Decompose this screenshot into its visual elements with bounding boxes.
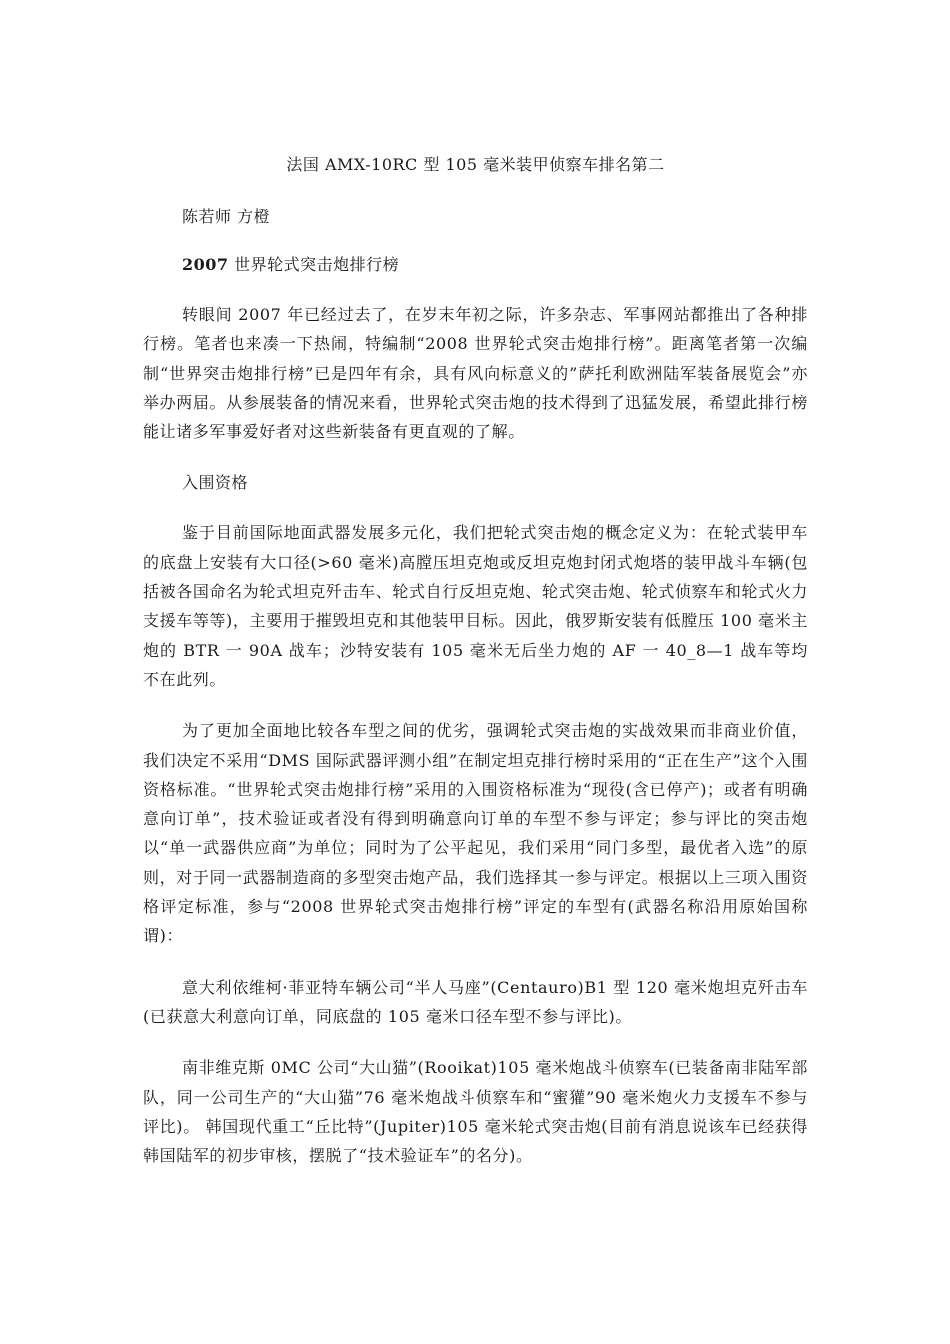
document-title: 法国 AMX-10RC 型 105 毫米装甲侦察车排名第二 [286, 155, 665, 174]
qualification-label: 入围资格 [182, 473, 249, 493]
qualification-paragraph-criteria: 为了更加全面地比较各车型之间的优劣，强调轮式突击炮的实战效果而非商业价值，我们决定不采用“DMS 国际武器评测小组”在制定坦克排行榜时采用的“正在生产”这个入围资格标准。“世界轮式突击炮排行榜”采用的入围资格标准为“现役(含已停产)；或者有明确意向订单”，技术验证或者没有得到明确意向订单的车型不参与评定；参与评比的突击炮以“单一武器供应商”为单位；同时为了公平起见，我们采用“同门多型，最优者入选”的原则，对于同一武器制造商的多型突击炮产品，我们选择其一参与评定。根据以上三项入围资格评定标准，参与“2008 世界轮式突击炮排行榜”评定的车型有(武器名称沿用原始国称谓)： [143, 721, 808, 946]
entry-paragraph-rooikat-jupiter: 南非维克斯 0MC 公司“大山猫”(Rooikat)105 毫米炮战斗侦察车(已装备南非陆军部队，同一公司生产的“大山猫”76 毫米炮战斗侦察车和“蜜獾”90 毫米炮火力支援车不参与评比)。 韩国现代重工“丘比特”(Jupiter)105 毫米轮式突击炮(目前有消息说该车已经获得韩国陆军的初步审核，摆脱了“技术验证车”的名分)。 [143, 1058, 808, 1166]
document-authors: 陈若师 方橙 [182, 207, 271, 226]
section-heading-text: 世界轮式突击炮排行榜 [228, 255, 400, 274]
qualification-paragraph-definition: 鉴于目前国际地面武器发展多元化，我们把轮式突击炮的概念定义为：在轮式装甲车的底盘上安装有大口径(>60 毫米)高膛压坦克炮或反坦克炮封闭式炮塔的装甲战斗车辆(包括被各国命名为轮式坦克歼击车、轮式自行反坦克炮、轮式突击炮、轮式侦察车和轮式火力支援车等等)，主要用于摧毁坦克和其他装甲目标。因此，俄罗斯安装有低膛压 100 毫米主炮的 BTR 一 90A 战车；沙特安装有 105 毫米无后坐力炮的 AF 一 40_8—1 战车等均不在此列。 [143, 523, 808, 689]
document-page [143, 150, 808, 1192]
entry-paragraph-centauro: 意大利依维柯·菲亚特车辆公司“半人马座”(Centauro)B1 型 120 毫米炮坦克歼击车(已获意大利意向订单，同底盘的 105 毫米口径车型不参与评比)。 [143, 977, 808, 1026]
section-heading [143, 250, 808, 280]
intro-paragraph: 转眼间 2007 年已经过去了，在岁末年初之际，许多杂志、军事网站都推出了各种排行榜。笔者也来凑一下热闹，特编制“2008 世界轮式突击炮排行榜”。距离笔者第一次编制“世界突击炮排行榜”已是四年有余，具有风向标意义的”萨托利欧洲陆军装备展览会”亦举办两届。从参展装备的情况来看，世界轮式突击炮的技术得到了迅猛发展，希望此排行榜能让诸多军事爱好者对这些新装备有更直观的了解。 [143, 305, 808, 442]
section-heading-year: 2007 [182, 255, 229, 274]
